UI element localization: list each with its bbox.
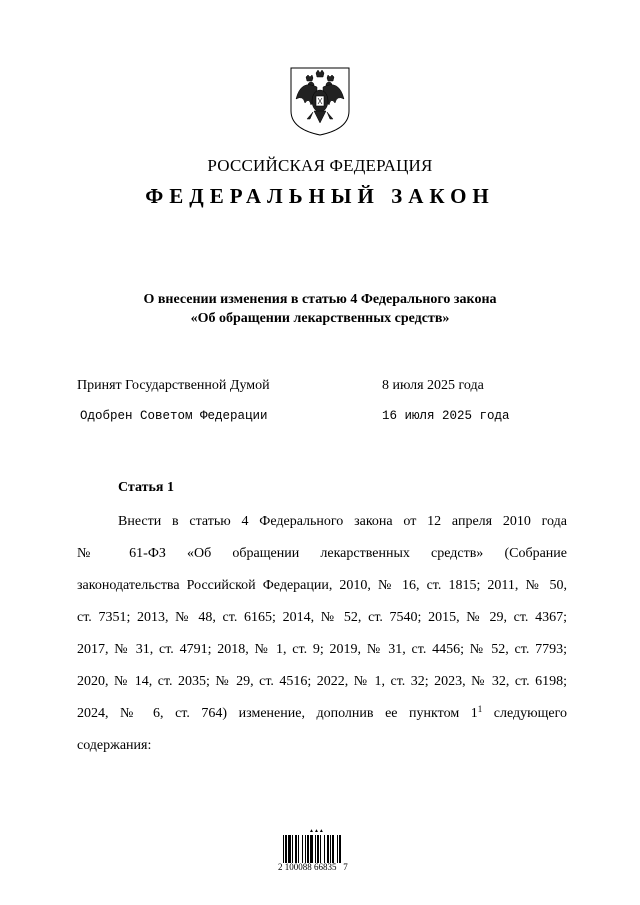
barcode-number: 2 100088 66835 7 xyxy=(278,862,348,872)
adopted-date: 8 июля 2025 года xyxy=(382,378,484,393)
article-heading: Статья 1 xyxy=(118,480,174,495)
article-text-line: Внести в статью 4 Федерального закона от 12 апреля 2010 года xyxy=(118,514,567,529)
document-title-line-2: «Об обращении лекарственных средств» xyxy=(190,311,450,326)
approved-label: Одобрен Советом Федерации xyxy=(80,409,268,423)
article-text-line: 2020, № 14, ст. 2035; № 29, ст. 4516; 2022, № 1, ст. 32; 2023, № 32, ст. 6198; xyxy=(77,674,567,689)
article-text-line: ст. 7351; 2013, № 48, ст. 6165; 2014, № 52, ст. 7540; 2015, № 29, ст. 4367; xyxy=(77,610,567,625)
article-text-line: 2017, № 31, ст. 4791; 2018, № 1, ст. 9; 2019, № 31, ст. 4456; № 52, ст. 7793; xyxy=(77,642,567,657)
law-type-header: ФЕДЕРАЛЬНЫЙ ЗАКОН xyxy=(145,184,495,208)
coat-of-arms-emblem xyxy=(287,65,353,137)
country-header: РОССИЙСКАЯ ФЕДЕРАЦИЯ xyxy=(207,156,433,175)
approved-date: 16 июля 2025 года xyxy=(382,409,510,423)
svg-text:▲▲▲: ▲▲▲ xyxy=(309,829,324,834)
article-text-fragment: 2024, № 6, ст. 764) изменение, дополнив ее пунктом 1 xyxy=(77,706,478,721)
document-title xyxy=(0,290,640,328)
article-text-fragment: следующего xyxy=(482,706,568,721)
article-text-line-with-superscript xyxy=(77,706,567,722)
article-text-line: содержания: xyxy=(77,738,152,753)
document-title-line-1: О внесении изменения в статью 4 Федерального закона xyxy=(143,292,497,307)
article-text-line: № 61-ФЗ «Об обращении лекарственных средств» (Собрание xyxy=(77,546,567,561)
adopted-label: Принят Государственной Думой xyxy=(77,378,270,393)
article-text-line: законодательства Российской Федерации, 2010, № 16, ст. 1815; 2011, № 50, xyxy=(77,578,567,593)
paragraph-superscript: 1 xyxy=(477,704,483,714)
barcode-icon xyxy=(281,827,371,865)
